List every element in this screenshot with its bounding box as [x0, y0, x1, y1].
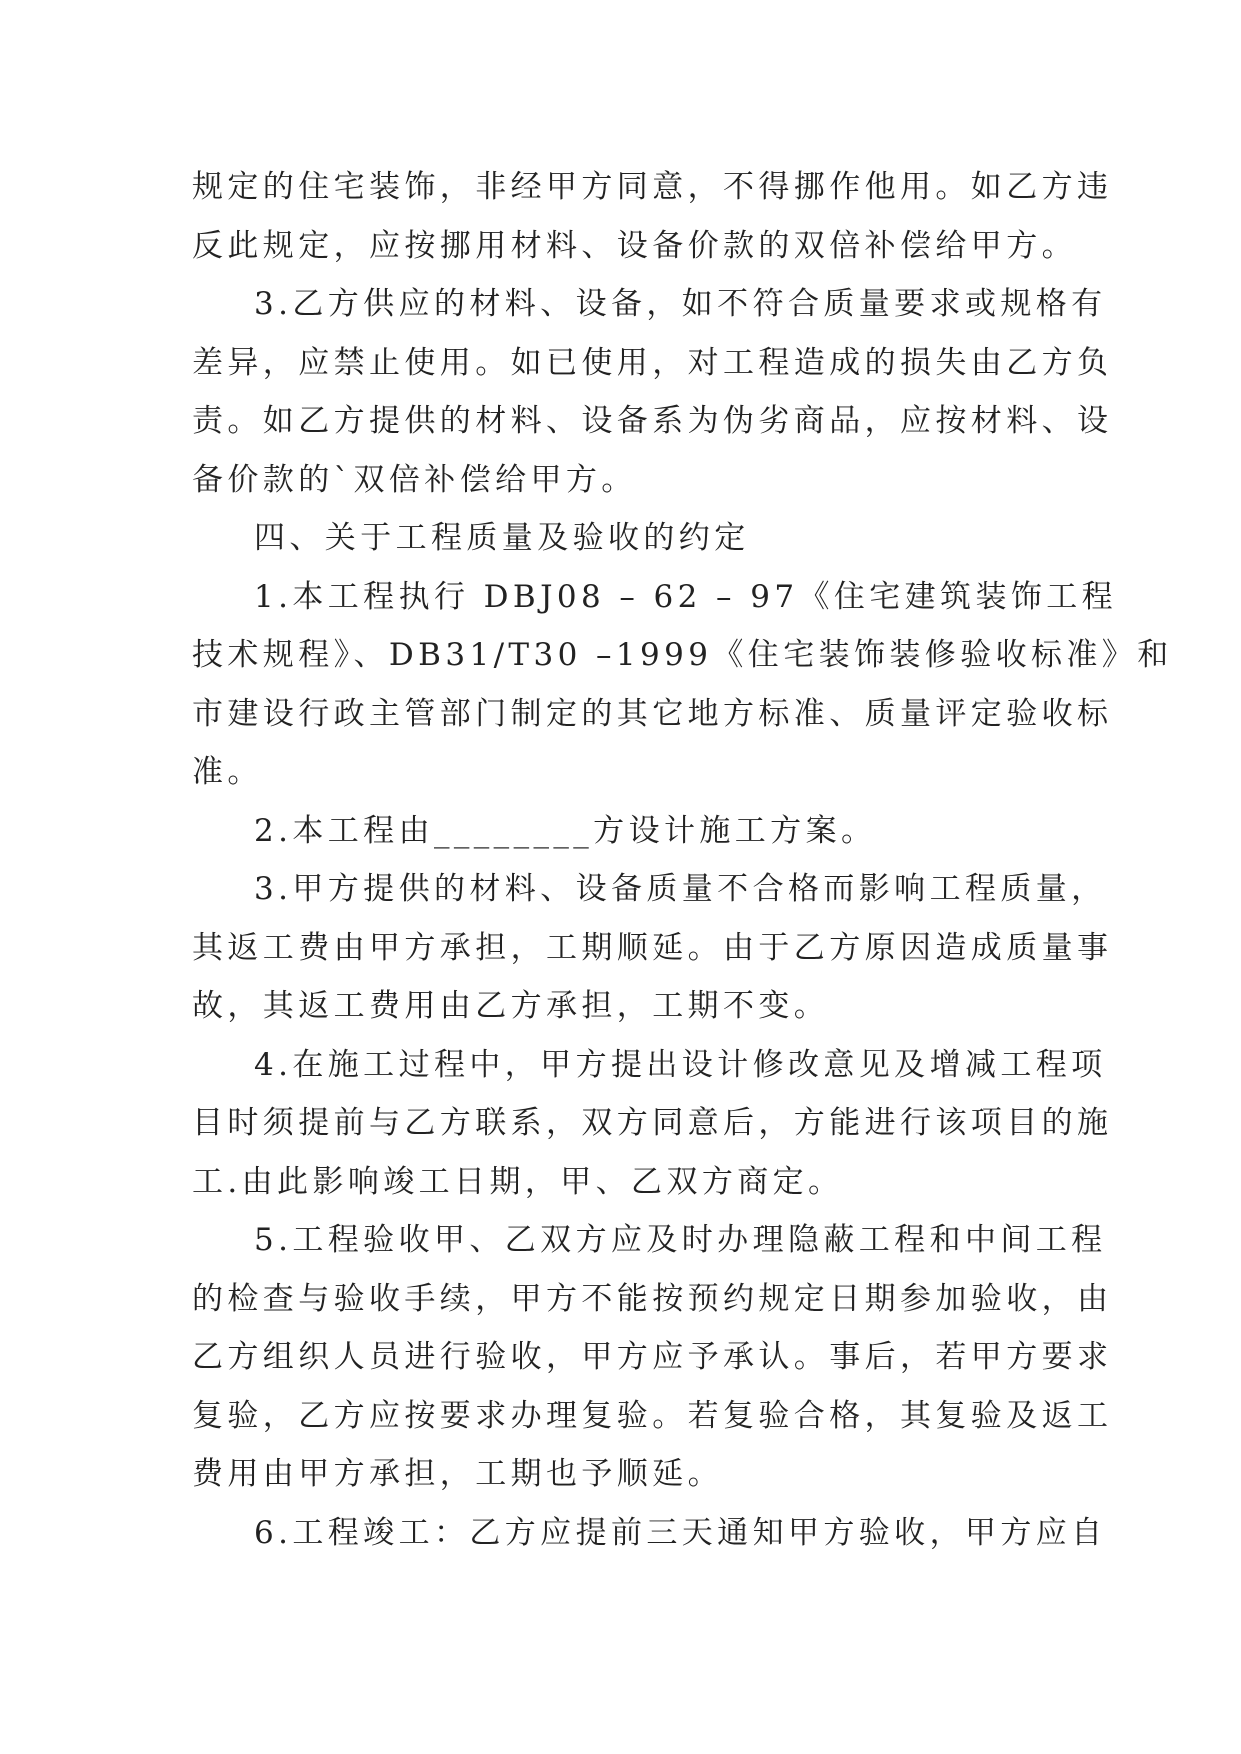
text-line: 工.由此影响竣工日期，甲、乙双方商定。	[192, 1163, 844, 1200]
text-line: 乙方组织人员进行验收，甲方应予承认。事后，若甲方要求	[192, 1339, 1113, 1375]
text-line: 6.工程竣工：乙方应提前三天通知甲方验收，甲方应自	[254, 1514, 1107, 1551]
text-line: 规定的住宅装饰，非经甲方同意，不得挪作他用。如乙方违	[192, 169, 1113, 205]
text-line: 责。如乙方提供的材料、设备系为伪劣商品，应按材料、设	[192, 403, 1113, 439]
text-line: 市建设行政主管部门制定的其它地方标准、质量评定验收标	[192, 695, 1113, 732]
section-heading: 四、关于工程质量及验收的约定	[254, 520, 750, 556]
text-line: 故，其返工费用由乙方承担，工期不变。	[192, 988, 830, 1024]
text-line: 4.在施工过程中，甲方提出设计修改意见及增减工程项	[254, 1046, 1107, 1083]
text-line: 备价款的`双倍补偿给甲方。	[192, 461, 637, 498]
text-line: 的检查与验收手续，甲方不能按预约规定日期参加验收，由	[192, 1280, 1113, 1317]
text-line: 准。	[192, 754, 263, 790]
text-line: 1.本工程执行 DBJ08 – 62 – 97《住宅建筑装饰工程	[254, 578, 1118, 615]
document-body	[192, 158, 1173, 1562]
text-line: 3.乙方供应的材料、设备，如不符合质量要求或规格有	[254, 286, 1107, 322]
text-line: 差异，应禁止使用。如已使用，对工程造成的损失由乙方负	[192, 344, 1113, 381]
text-line: 3.甲方提供的材料、设备质量不合格而影响工程质量，	[254, 871, 1107, 907]
text-line: 目时须提前与乙方联系，双方同意后，方能进行该项目的施	[192, 1105, 1113, 1141]
text-line: 费用由甲方承担，工期也予顺延。	[192, 1456, 723, 1492]
text-line: 反此规定，应按挪用材料、设备价款的双倍补偿给甲方。	[192, 227, 1077, 264]
text-line: 技术规程》、DB31/T30 –1999《住宅装饰装修验收标准》和	[192, 637, 1173, 673]
text-line: 5.工程验收甲、乙双方应及时办理隐蔽工程和中间工程	[254, 1222, 1107, 1258]
text-line: 其返工费由甲方承担，工期顺延。由于乙方原因造成质量事	[192, 929, 1113, 966]
text-line: 复验，乙方应按要求办理复验。若复验合格，其复验及返工	[192, 1397, 1113, 1434]
text-line: 2.本工程由________方设计施工方案。	[254, 812, 877, 849]
